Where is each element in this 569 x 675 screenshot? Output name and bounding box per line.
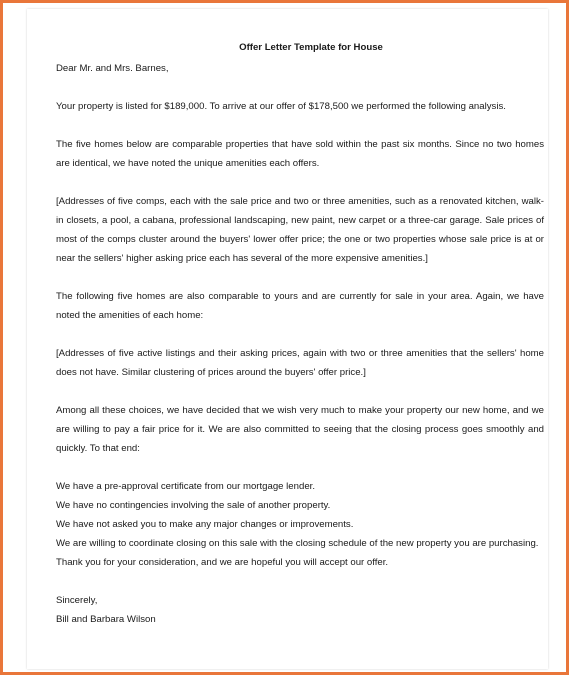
commitment-item: We have no contingencies involving the sale of another property. xyxy=(56,500,331,511)
paragraph-active-listings-intro: The following five homes are also comparable to yours and are currently for sale in your area. Again, we have noted the amenities of each home: xyxy=(56,291,544,321)
letter-body xyxy=(56,40,544,629)
thank-you-line: Thank you for your consideration, and we are hopeful you will accept our offer. xyxy=(56,557,389,568)
commitment-item: We have not asked you to make any major changes or improvements. xyxy=(56,519,354,530)
paragraph-sold-comps-intro: The five homes below are comparable properties that have sold within the past six months. Since no two homes are identical, we have noted the unique amenities each offers. xyxy=(56,139,544,169)
paragraph-active-listings-list: [Addresses of five active listings and their asking prices, again with two or three amenities that the sellers' home does not have. Similar clustering of prices around the buyers' offer price.] xyxy=(56,348,544,378)
signature: Bill and Barbara Wilson xyxy=(56,614,156,625)
letter-title: Offer Letter Template for House xyxy=(239,42,383,53)
document-page xyxy=(27,9,548,669)
salutation: Dear Mr. and Mrs. Barnes, xyxy=(56,63,169,74)
paragraph-sold-comps-list: [Addresses of five comps, each with the sale price and two or three amenities, such as a renovated kitchen, walk-in closets, a pool, a cabana, professional landscaping, new paint, new carpet or a three-car garage. Sale prices of most of the comps cluster around the buyers' lower offer price; the one or two properties whose sale price is at or near the sellers' higher asking price each has several of the more expensive amenities.] xyxy=(56,196,544,264)
commitment-item: We are willing to coordinate closing on this sale with the closing schedule of the new property you are purchasing. xyxy=(56,538,539,549)
paragraph-decision: Among all these choices, we have decided that we wish very much to make your property our new home, and we are willing to pay a fair price for it. We are also committed to seeing that the closing process goes smoothly and quickly. To that end: xyxy=(56,405,544,454)
paragraph-listing-price: Your property is listed for $189,000. To arrive at our offer of $178,500 we performed the following analysis. xyxy=(56,101,506,112)
closing: Sincerely, xyxy=(56,595,98,606)
commitments-list xyxy=(56,477,544,572)
commitment-item: We have a pre-approval certificate from our mortgage lender. xyxy=(56,481,315,492)
